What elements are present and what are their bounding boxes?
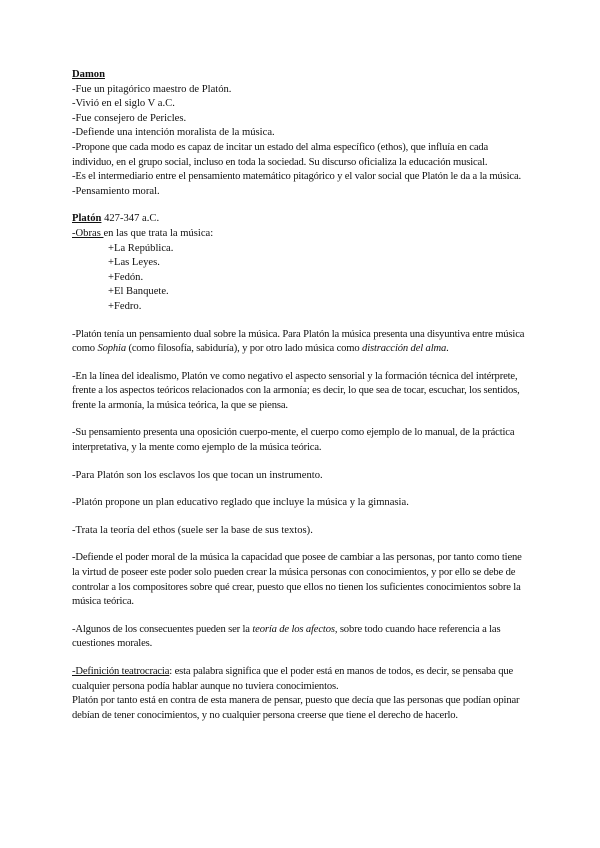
distraccion-term: distracción del alma [362, 343, 447, 355]
text-run: . [446, 343, 449, 355]
work-item: +Fedón. [108, 271, 144, 283]
text-run: sobre todo cuando hace referencia a las cuestiones morales. [72, 623, 501, 650]
teatrocracia-label: -Definición teatrocracia [72, 666, 170, 677]
paragraph-ethos: -Trata la teoría del ethos (suele ser la base de sus textos). [72, 524, 313, 536]
teoria-afectos-term: teoría de los afectos, [252, 623, 338, 635]
paragraph-plan-educativo: -Platón propone un plan educativo reglado que incluye la música y la gimnasia. [72, 497, 409, 509]
work-item: +El Banquete. [108, 286, 169, 298]
sophia-term: Sophia [97, 343, 126, 355]
text-run: -Algunos de los consecuentes pueden ser la [72, 623, 253, 635]
paragraph-teatrocracia-cont: Platón por tanto está en contra de esta manera de pensar, puesto que decía que las personas que podían opinar debían de tener conocimientos, y no cualquier persona creerse que tiene el derecho de hacerlo. [72, 695, 520, 721]
work-item: +Las Leyes. [108, 257, 160, 269]
damon-heading: Damon [72, 69, 105, 80]
paragraph-idealismo: -En la línea del idealismo, Platón ve como negativo el aspecto sensorial y la formación técnica del intérprete, frente a los aspectos teóricos relacionados con la armonía; es decir, lo que sea de tocar, escuchar, los sentidos, frente la armonía, la música teórica, la que se piensa. [72, 370, 520, 411]
damon-item: -Fue un pitagórico maestro de Platón. [72, 83, 232, 95]
damon-item: -Defiende una intención moralista de la música. [72, 127, 275, 139]
obras-label: -Obras [72, 227, 104, 239]
damon-item: -Propone que cada modo es capaz de incitar un estado del alma específico (ethos), que influía en cada individuo, en el grupo social, incluso en toda la sociedad. Su discurso oficializa la educación musical. [72, 141, 489, 168]
damon-item: -Es el intermediario entre el pensamiento matemático pitagórico y el valor social que Platón le da a la música. [72, 171, 522, 183]
platon-heading-line [72, 212, 530, 227]
paragraph-consecuentes [72, 623, 530, 652]
work-item: +La República. [108, 242, 174, 254]
document-page [72, 68, 530, 723]
work-item: +Fedro. [108, 300, 142, 312]
paragraph-cuerpo-mente: -Su pensamiento presenta una oposición cuerpo-mente, el cuerpo como ejemplo de lo manual, de la práctica interpretativa, y la mente como ejemplo de la música teórica. [72, 427, 515, 454]
paragraph-teatrocracia [72, 665, 530, 694]
obras-rest: en las que trata la música: [103, 227, 214, 239]
damon-item: -Fue consejero de Pericles. [72, 112, 187, 124]
paragraph-dual [72, 328, 530, 357]
damon-item: -Pensamiento moral. [72, 185, 160, 197]
text-run: -Platón tenía un pensamiento dual sobre la música. Para Platón la música presenta una disyuntiva entre música como [72, 328, 525, 355]
text-run: (como filosofía, sabiduría), y por otro lado música como [125, 343, 363, 355]
paragraph-poder-moral: -Defiende el poder moral de la música la capacidad que posee de cambiar a las personas, por tanto como tiene la virtud de poseer este poder solo pueden crear la música personas con conocimientos, y por ello se debe de controlar a los compositores sobre qué crear, puesto que ellos no tienen los suficientes conocimientos sobre la música teórica. [72, 552, 522, 608]
platon-dates: 427-347 a.C. [101, 213, 160, 225]
text-run: : esta palabra significa que el poder está en manos de todos, es decir, se pensaba que cualquier persona podía hablar aunque no tuviera conocimientos. [72, 666, 514, 692]
damon-item: -Vivió en el siglo V a.C. [72, 98, 175, 110]
platon-heading: Platón [72, 213, 102, 225]
obras-line [72, 227, 530, 242]
paragraph-esclavos: -Para Platón son los esclavos los que tocan un instrumento. [72, 469, 323, 481]
